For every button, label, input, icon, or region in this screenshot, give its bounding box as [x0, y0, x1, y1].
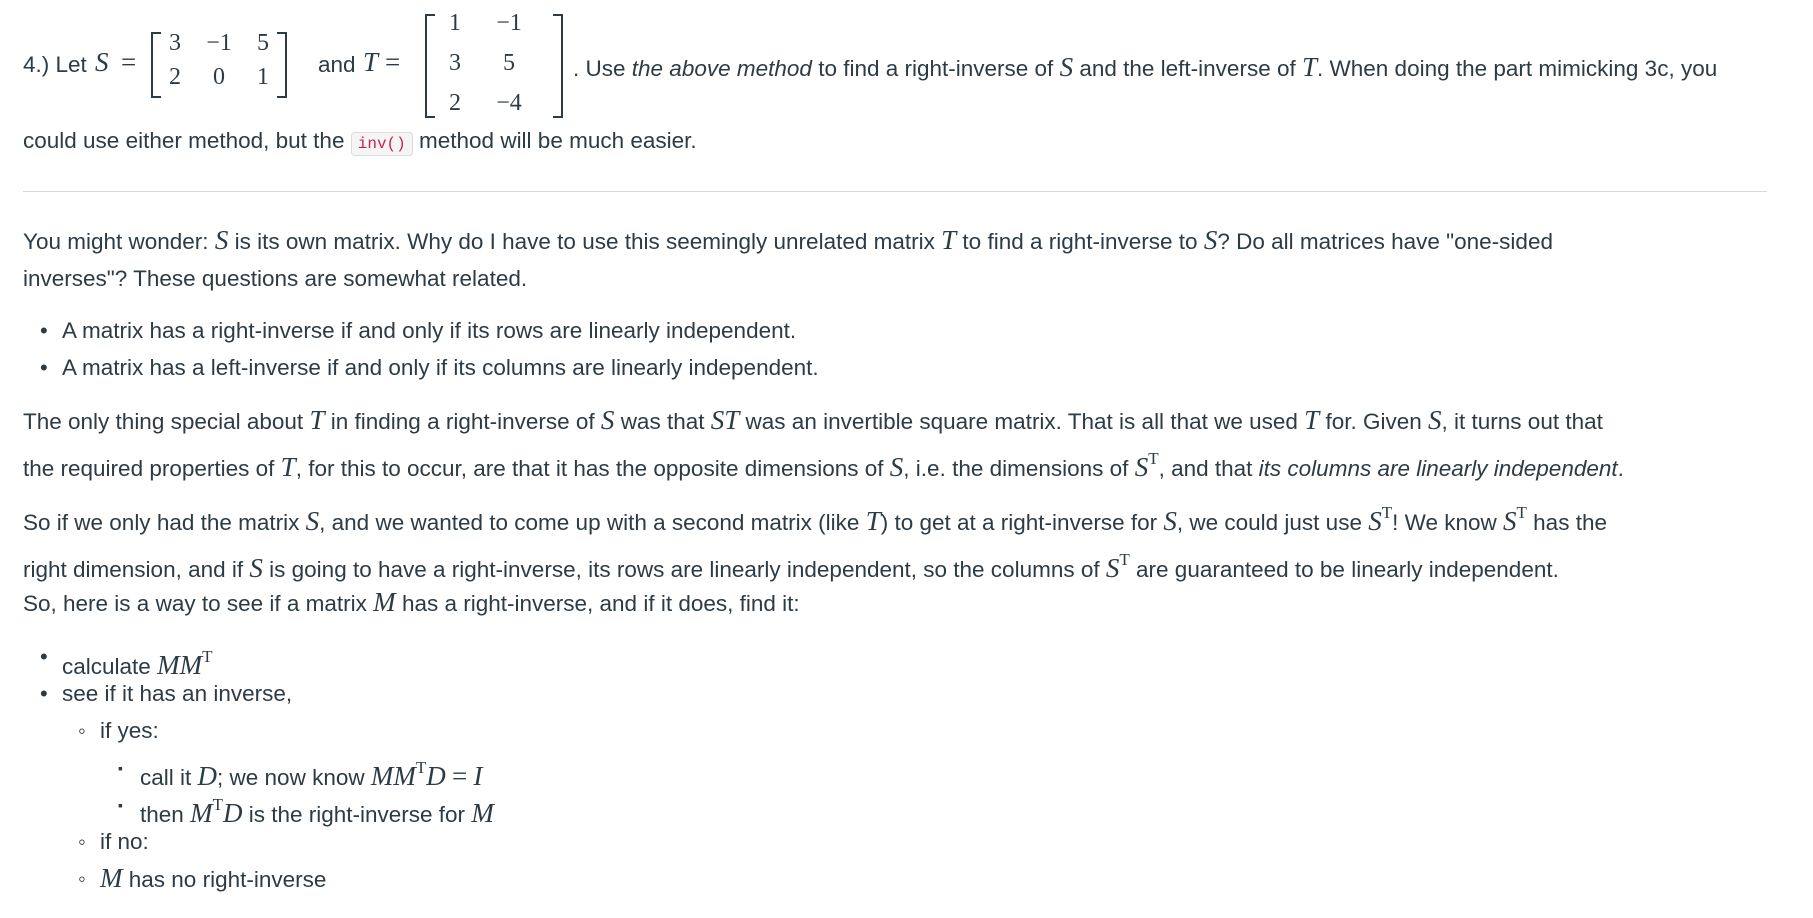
- yes-no-list: [78, 712, 159, 749]
- matrix-cell: −4: [496, 90, 522, 116]
- list-item: • A matrix has a left-inverse if and only if its columns are linearly independent.: [40, 349, 819, 386]
- matrix-cell: 1: [449, 10, 461, 36]
- steps-list: [40, 638, 292, 712]
- step-call-it-D: ▪ call it D; we now know $MM^TD = I$: [118, 749, 494, 786]
- no-branch-list: [78, 823, 326, 897]
- inverse-facts-list: [40, 312, 819, 386]
- and-label: and: [318, 52, 356, 77]
- matrix-cell: 1: [257, 64, 269, 90]
- bracket-right: [553, 14, 563, 118]
- yes-steps-list: [118, 749, 494, 828]
- inv-code: inv(): [351, 132, 413, 156]
- matrix-cell: 2: [449, 90, 461, 116]
- question-number: 4.) Let: [23, 52, 87, 77]
- step-calculate: • calculate $MM^T$: [40, 638, 292, 675]
- matrix-cell: 3: [449, 50, 461, 76]
- matrix-S: [151, 30, 291, 100]
- matrix-cell: 0: [213, 64, 225, 90]
- matrix-cell: −1: [496, 10, 522, 36]
- paragraph-method: So, here is a way to see if a matrix M has a right-inverse, and if it does, find it:: [23, 587, 800, 617]
- matrix-cell: 2: [169, 64, 181, 90]
- question-line: [23, 0, 1813, 125]
- question-line-2: could use either method, but the inv() method will be much easier.: [23, 128, 697, 154]
- step-check-inverse: • see if it has an inverse,: [40, 675, 292, 712]
- math-T: T: [363, 47, 379, 77]
- list-item: • A matrix has a right-inverse if and only if its rows are linearly independent.: [40, 312, 819, 349]
- paragraph-special: The only thing special about T in finding a right-inverse of S was that ST was an invertible square matrix. That is all that we used T for. Given S, it turns out that the required properties of T, for this to occur, are that it has the opposite dimensions of S, i.e. the dimensions of $S^T$, and that its columns are linearly independent.: [23, 405, 1624, 482]
- bracket-right: [277, 32, 287, 98]
- matrix-cell: 5: [503, 50, 515, 76]
- matrix-cell: 5: [257, 30, 269, 56]
- step-right-inverse: ▪ then $M^TD$ is the right-inverse for M: [118, 786, 494, 823]
- matrix-cell: 3: [169, 30, 181, 56]
- branch-if-yes: ◦ if yes:: [78, 712, 159, 749]
- math-eq: =: [385, 47, 401, 77]
- step-no-right-inverse: ◦ M has no right-inverse: [78, 860, 326, 897]
- divider: [23, 191, 1767, 192]
- math-S: S: [95, 47, 109, 77]
- math-eq: =: [121, 47, 137, 77]
- matrix-cell: −1: [206, 30, 232, 56]
- branch-if-no: ◦ if no:: [78, 823, 326, 860]
- question-text: . Use the above method to find a right-inverse of S and the left-inverse of T. When doing the part mimicking 3c, you: [573, 52, 1718, 82]
- matrix-T: [425, 10, 565, 120]
- paragraph-one-sided: You might wonder: S is its own matrix. Why do I have to use this seemingly unrelated matrix T to find a right-inverse to S? Do all matrices have "one-sided inverses"? These questions are somewhat related.: [23, 225, 1553, 291]
- paragraph-use-transpose: So if we only had the matrix S, and we wanted to come up with a second matrix (like T) to get at a right-inverse for S, we could just use $S^T$! We know $S^T$ has the right dimension, and if S is going to have a right-inverse, its rows are linearly independent, so the columns of $S^T$ are guaranteed to be linearly independent.: [23, 503, 1607, 583]
